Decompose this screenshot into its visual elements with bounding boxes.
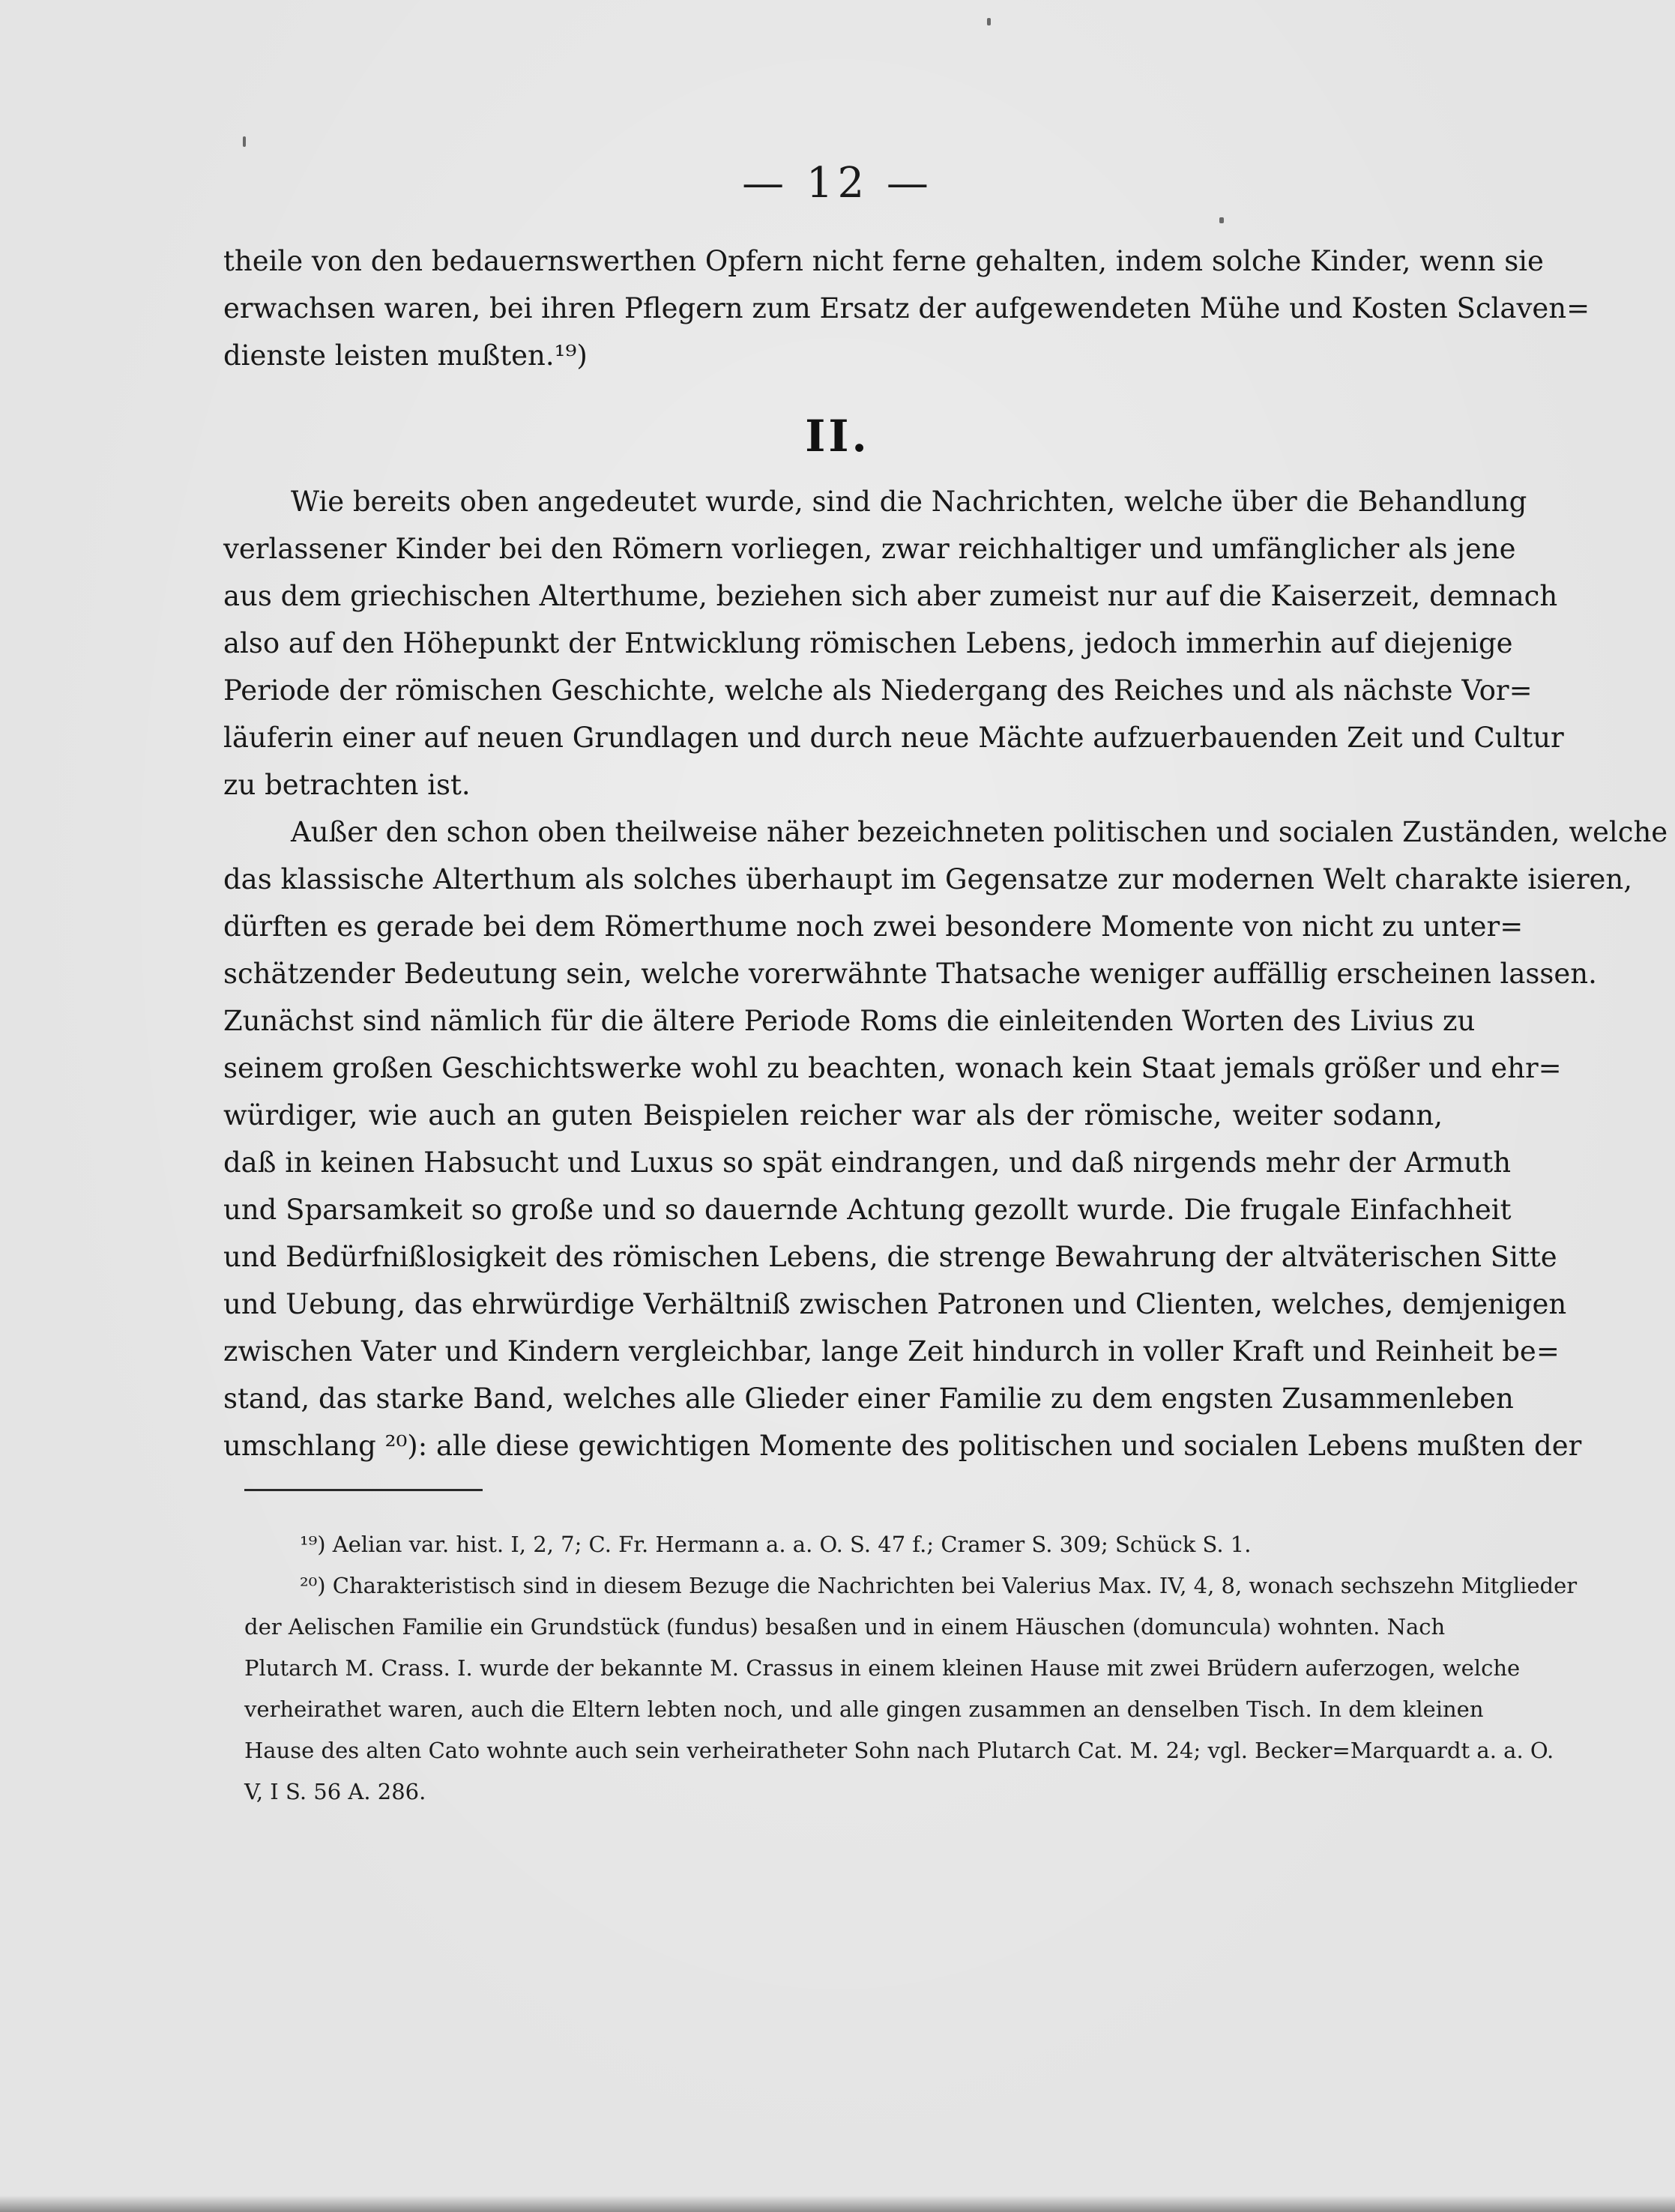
text-line: würdiger, wie auch an guten Beispielen reicher war als der römische, weiter sodann, xyxy=(223,1099,1443,1131)
text-line: theile von den bedauernswerthen Opfern nicht ferne gehalten, indem solche Kinder, wenn sie xyxy=(223,245,1544,277)
text-line: zu betrachten ist. xyxy=(223,769,471,801)
text-line: daß in keinen Habsucht und Luxus so spät eindrangen, und daß nirgends mehr der Armuth xyxy=(223,1146,1512,1179)
text-line: umschlang ²⁰): alle diese gewichtigen Momente des politischen und socialen Lebens mußten der xyxy=(223,1430,1582,1462)
footnote-line: der Aelischen Familie ein Grundstück (fundus) besaßen und in einem Häuschen (domuncula) wohnten. Nach xyxy=(244,1614,1446,1640)
text-line: verlassener Kinder bei den Römern vorliegen, zwar reichhaltiger und umfänglicher als jene xyxy=(223,533,1516,565)
text-line: schätzender Bedeutung sein, welche vorerwähnte Thatsache weniger auffällig erscheinen lassen. xyxy=(223,958,1597,990)
intro-paragraph xyxy=(223,238,1590,379)
text-line: aus dem griechischen Alterthume, beziehen sich aber zumeist nur auf die Kaiserzeit, demnach xyxy=(223,580,1558,612)
scan-speck xyxy=(987,18,991,25)
footnote-line: V, I S. 56 A. 286. xyxy=(244,1779,426,1804)
text-line: Außer den schon oben theilweise näher bezeichneten politischen und socialen Zuständen, welche xyxy=(291,816,1668,848)
page-number: — 12 — xyxy=(742,159,933,208)
footnotes xyxy=(244,1524,1578,1813)
text-line: stand, das starke Band, welches alle Glieder einer Familie zu dem engsten Zusammenleben xyxy=(223,1382,1514,1415)
text-line: Periode der römischen Geschichte, welche als Niedergang des Reiches und als nächste Vor= xyxy=(223,674,1533,707)
text-line: zwischen Vater und Kindern vergleichbar, lange Zeit hindurch in voller Kraft und Reinheit be= xyxy=(223,1335,1560,1368)
text-line: dürften es gerade bei dem Römerthume noch zwei besondere Momente von nicht zu unter= xyxy=(223,910,1524,943)
scan-speck xyxy=(243,136,246,147)
text-line: Zunächst sind nämlich für die ältere Periode Roms die einleitenden Worten des Livius zu xyxy=(223,1005,1476,1037)
text-line: und Bedürfnißlosigkeit des römischen Lebens, die strenge Bewahrung der altväterischen Sitte xyxy=(223,1241,1557,1273)
text-line: erwachsen waren, bei ihren Pflegern zum Ersatz der aufgewendeten Mühe und Kosten Sclaven= xyxy=(223,292,1590,324)
footnote-divider xyxy=(244,1489,483,1491)
section-heading: II. xyxy=(805,411,870,462)
text-line: und Sparsamkeit so große und so dauernde Achtung gezollt wurde. Die frugale Einfachheit xyxy=(223,1194,1512,1226)
text-line: läuferin einer auf neuen Grundlagen und durch neue Mächte aufzuerbauenden Zeit und Cultur xyxy=(223,722,1564,754)
footnote-line: Plutarch M. Crass. I. wurde der bekannte M. Crassus in einem kleinen Hause mit zwei Brüdern auferzogen, welche xyxy=(244,1655,1521,1681)
footnote-line: ¹⁹) Aelian var. hist. I, 2, 7; C. Fr. Hermann a. a. O. S. 47 f.; Cramer S. 309; Schück S. 1. xyxy=(300,1532,1252,1557)
page-bottom-edge xyxy=(0,2196,1675,2212)
footnote-line: Hause des alten Cato wohnte auch sein verheiratheter Sohn nach Plutarch Cat. M. 24; vgl. Becker=Marquardt a. a. O. xyxy=(244,1738,1554,1763)
text-line: und Uebung, das ehrwürdige Verhältniß zwischen Patronen und Clienten, welches, demjenigen xyxy=(223,1288,1567,1320)
text-line: also auf den Höhepunkt der Entwicklung römischen Lebens, jedoch immerhin auf diejenige xyxy=(223,627,1513,659)
section-body xyxy=(223,478,1668,1469)
text-line: seinem großen Geschichtswerke wohl zu beachten, wonach kein Staat jemals größer und ehr= xyxy=(223,1052,1562,1084)
text-line: das klassische Alterthum als solches überhaupt im Gegensatze zur modernen Welt charakte isieren, xyxy=(223,863,1632,895)
footnote-line: verheirathet waren, auch die Eltern lebten noch, und alle gingen zusammen an denselben Tisch. In dem kleinen xyxy=(244,1696,1484,1722)
text-line: Wie bereits oben angedeutet wurde, sind die Nachrichten, welche über die Behandlung xyxy=(291,486,1527,518)
scan-speck xyxy=(1219,217,1224,223)
footnote-line: ²⁰) Charakteristisch sind in diesem Bezuge die Nachrichten bei Valerius Max. IV, 4, 8, wonach sechszehn Mitglieder xyxy=(300,1573,1578,1598)
text-line: dienste leisten mußten.¹⁹) xyxy=(223,339,588,372)
